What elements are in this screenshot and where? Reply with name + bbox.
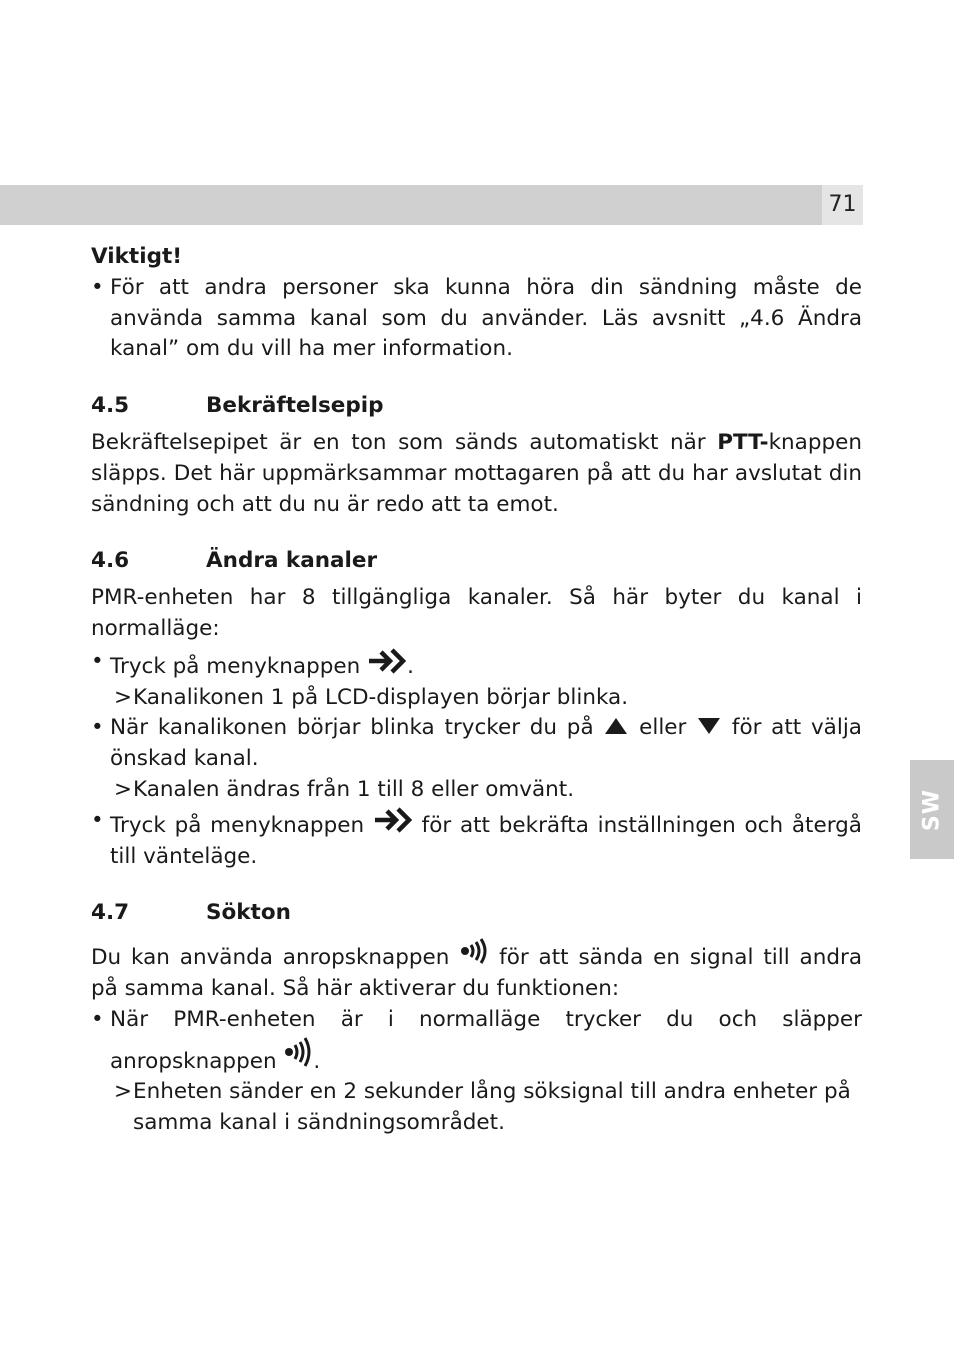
- up-triangle-icon: [603, 716, 629, 736]
- section-heading-4-7: [91, 898, 862, 929]
- section-4-5-paragraph: Bekräftelsepipet är en ton som sänds automatiskt när PTT-knappen släpps. Det här uppmärksammar mottagaren på att du har avslutat din sändning och att du nu är redo att ta emot.: [91, 429, 862, 517]
- call-signal-icon: [459, 937, 489, 967]
- section-4-7-intro: Du kan använda anropsknappen för att sända en signal till andra på samma kanal. Så här aktiverar du funktionen:: [91, 937, 862, 1005]
- result-symbol: >: [114, 1079, 133, 1105]
- list-item: • Tryck på menyknappen .: [91, 647, 862, 683]
- down-triangle-icon: [696, 716, 722, 736]
- section-number: 4.7: [91, 900, 130, 926]
- result-symbol: >: [114, 776, 133, 802]
- result-line: > Enheten sänder en 2 sekunder lång söksignal till andra enheter på samma kanal i sändningsområdet.: [91, 1077, 862, 1139]
- bullet-symbol: •: [91, 648, 104, 674]
- section-heading-4-5: [91, 391, 862, 422]
- section-number: 4.6: [91, 548, 130, 574]
- list-item: • När kanalikonen börjar blinka trycker du på eller för att välja önskad kanal.: [91, 713, 862, 775]
- section-title: Bekräftelsepip: [206, 393, 384, 419]
- section-title: Ändra kanaler: [206, 548, 378, 574]
- header-bar: [0, 185, 822, 225]
- section-title: Sökton: [206, 900, 291, 926]
- page-number: 71: [822, 185, 863, 225]
- page-content: [91, 242, 862, 1139]
- section-number: 4.5: [91, 393, 130, 419]
- important-title: Viktigt!: [91, 244, 183, 269]
- section-4-6-intro: PMR-enheten har 8 tillgängliga kanaler. Så här byter du kanal i normalläge:: [91, 585, 862, 641]
- bullet-symbol: •: [91, 715, 104, 741]
- bullet-symbol: •: [91, 807, 104, 833]
- result-line: > Kanalikonen 1 på LCD-displayen börjar blinka.: [91, 683, 862, 714]
- menu-arrow-icon: [367, 647, 407, 675]
- language-tab-label: SW: [919, 788, 945, 831]
- menu-arrow-icon: [373, 806, 413, 834]
- list-item: [91, 273, 862, 365]
- bullet-symbol: •: [91, 1006, 104, 1032]
- section-heading-4-6: [91, 546, 862, 577]
- result-symbol: >: [114, 684, 133, 710]
- list-item: • Tryck på menyknappen för att bekräfta inställningen och återgå till vänteläge.: [91, 806, 862, 873]
- language-tab: [910, 760, 954, 859]
- call-signal-icon: [283, 1036, 313, 1070]
- result-line: > Kanalen ändras från 1 till 8 eller omvänt.: [91, 775, 862, 806]
- list-item: • När PMR-enheten är i normalläge trycker du och släpper anropsknappen .: [91, 1005, 862, 1078]
- bullet-symbol: •: [91, 274, 104, 300]
- important-text: För att andra personer ska kunna höra din sändning måste de använda samma kanal som du använder. Läs avsnitt „4.6 Ändra kanal” om du vill ha mer information.: [110, 274, 862, 362]
- ptt-label: PTT-: [717, 429, 769, 455]
